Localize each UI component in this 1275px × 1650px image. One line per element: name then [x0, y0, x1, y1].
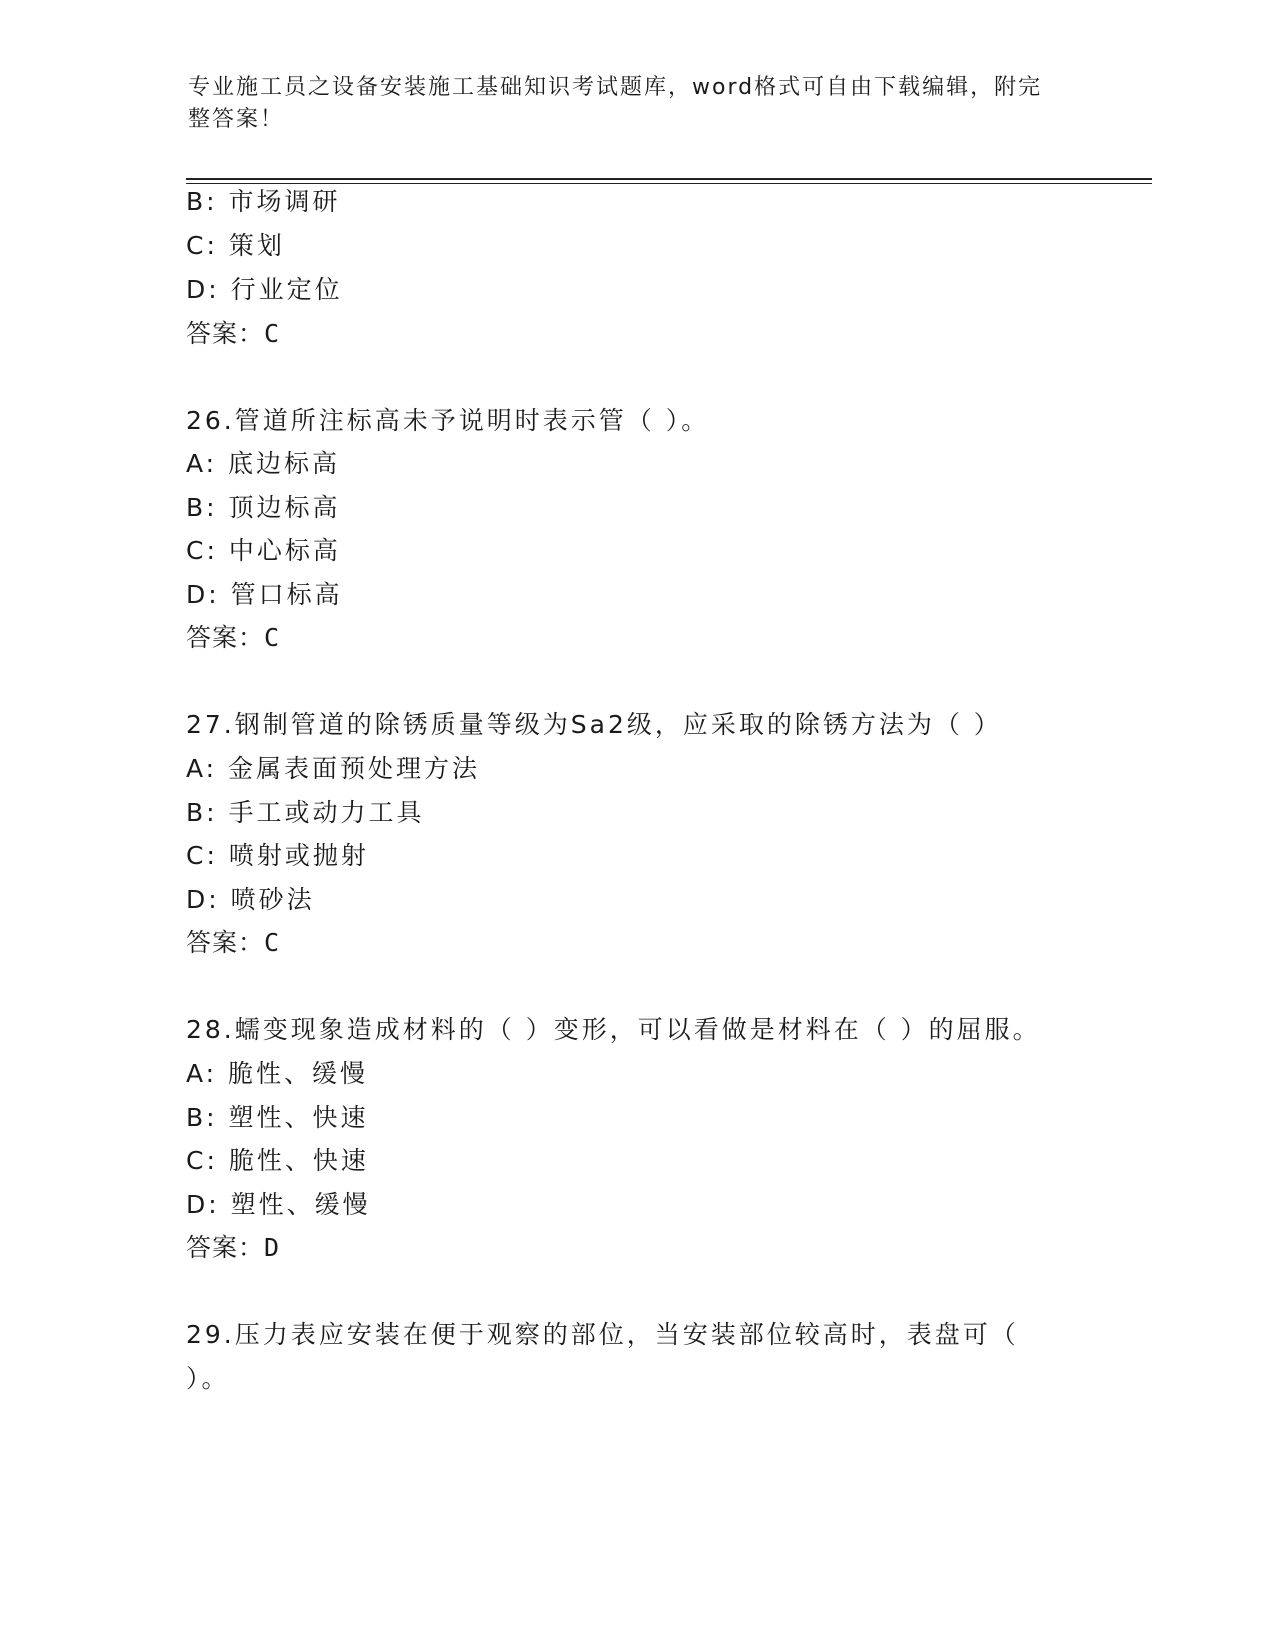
q26-option-b: B: 顶边标高 [186, 493, 341, 522]
q25-answer: 答案：C [186, 319, 281, 348]
q28-option-c: C: 脆性、快速 [186, 1146, 369, 1175]
q28-option-d: D: 塑性、缓慢 [186, 1190, 371, 1219]
q26-stem: 26.管道所注标高未予说明时表示管（ ）。 [186, 406, 710, 435]
q26-option-a: A: 底边标高 [186, 449, 341, 478]
q27-option-d: D: 喷砂法 [186, 885, 315, 914]
header-line-1: 专业施工员之设备安装施工基础知识考试题库，word格式可自由下载编辑，附完 [188, 75, 1043, 100]
q27-stem: 27.钢制管道的除锈质量等级为Sa2级，应采取的除锈方法为（ ） [186, 710, 1002, 739]
header-divider-thick [186, 178, 1152, 180]
q29-stem-line-2: ）。 [186, 1364, 230, 1393]
q26-answer: 答案：C [186, 623, 281, 652]
q25-option-d: D: 行业定位 [186, 275, 343, 304]
q29-stem-line-1: 29.压力表应安装在便于观察的部位，当安装部位较高时，表盘可（ [186, 1320, 1019, 1349]
q28-answer: 答案：D [186, 1233, 281, 1262]
q27-option-a: A: 金属表面预处理方法 [186, 754, 481, 783]
q28-option-a: A: 脆性、缓慢 [186, 1059, 369, 1088]
header-divider-thin [186, 183, 1152, 184]
header-line-2: 整答案！ [188, 107, 285, 132]
q28-stem: 28.蠕变现象造成材料的（ ）变形，可以看做是材料在（ ）的屈服。 [186, 1015, 1041, 1044]
q25-option-c: C: 策划 [186, 231, 285, 260]
q27-option-c: C: 喷射或抛射 [186, 841, 369, 870]
q26-option-d: D: 管口标高 [186, 580, 343, 609]
q25-option-b: B: 市场调研 [186, 187, 341, 216]
q26-option-c: C: 中心标高 [186, 536, 341, 565]
q27-answer: 答案：C [186, 928, 281, 957]
document-header [188, 72, 1068, 136]
q27-option-b: B: 手工或动力工具 [186, 798, 425, 827]
q28-option-b: B: 塑性、快速 [186, 1103, 369, 1132]
